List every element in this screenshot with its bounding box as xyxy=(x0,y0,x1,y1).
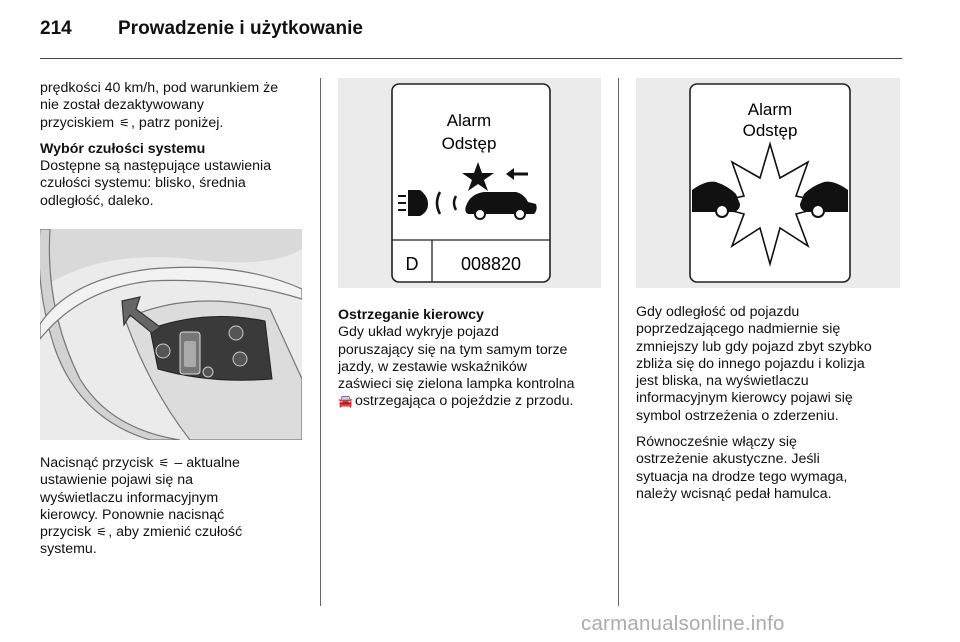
column-right xyxy=(636,304,906,503)
text-line: przyciskiem ⚟, patrz poniżej. xyxy=(40,114,224,131)
text-line: nie został dezaktywowany xyxy=(40,97,205,114)
text-line: wyświetlaczu informacyjnym xyxy=(40,489,219,506)
collision-warning-display-figure xyxy=(636,78,900,288)
text-line: Równocześnie włączy się xyxy=(636,434,797,451)
text-line: zmniejszy lub gdy pojazd zbyt szybko xyxy=(636,338,872,355)
column-divider xyxy=(618,78,619,606)
display-gap-label: Odstęp xyxy=(441,134,497,153)
text-line: prędkości 40 km/h, pod warunkiem że xyxy=(40,80,279,96)
watermark: carmanualsonline.info xyxy=(581,612,785,635)
text-line: Gdy układ wykryje pojazd xyxy=(338,324,499,341)
text-line: symbol ostrzeżenia o zderzeniu. xyxy=(636,407,839,424)
section-heading: Wybór czułości systemu xyxy=(40,140,206,157)
column-left xyxy=(40,80,310,210)
text-line: Nacisnąć przycisk ⚟ – aktualne xyxy=(40,455,240,471)
text-line: przycisk ⚟, aby zmienić czułość xyxy=(40,524,243,541)
steering-wheel-illustration xyxy=(40,229,302,440)
column-left-lower xyxy=(40,455,310,559)
display-odometer-value: 008820 xyxy=(460,254,522,274)
page-number: 214 xyxy=(40,18,72,39)
text-line: sytuacja na drodze tego wymaga, xyxy=(636,468,848,485)
distance-button-icon: ⚟ xyxy=(119,115,130,130)
text-line: odległość, daleko. xyxy=(40,192,154,209)
column-divider xyxy=(320,78,321,606)
display-alarm-label: Alarm xyxy=(747,100,793,119)
text-line: należy wcisnąć pedał hamulca. xyxy=(636,485,832,502)
text-line: systemu. xyxy=(40,541,97,558)
text-line: ostrzeżenie akustyczne. Jeśli xyxy=(636,451,820,468)
page-title: Prowadzenie i użytkowanie xyxy=(118,18,363,39)
display-trip-label: D xyxy=(405,254,419,274)
text-line: Gdy odległość od pojazdu xyxy=(636,304,800,320)
text-line: poprzedzającego nadmiernie się xyxy=(636,321,841,338)
text-line: kierowcy. Ponownie nacisnąć xyxy=(40,506,225,523)
distance-button-icon: ⚟ xyxy=(96,525,108,540)
section-heading: Ostrzeganie kierowcy xyxy=(338,307,484,323)
distance-button-icon: ⚟ xyxy=(158,456,170,470)
text-line: jazdy, w zestawie wskaźników xyxy=(338,358,527,375)
text-line: Dostępne są następujące ustawienia xyxy=(40,158,272,175)
column-middle xyxy=(338,307,608,411)
page-header xyxy=(40,0,902,59)
text-line: czułości systemu: blisko, średnia xyxy=(40,175,246,192)
text-line: jest bliska, na wyświetlaczu xyxy=(636,373,809,390)
text-line: zbliża się do innego pojazdu i kolizja xyxy=(636,355,865,372)
car-front-icon: 🚘 xyxy=(338,394,353,409)
text-line: zaświeci się zielona lampka kontrolna xyxy=(338,376,575,393)
text-line: ustawienie pojawi się na xyxy=(40,472,194,489)
text-line: 🚘 ostrzegająca o pojeździe z przodu. xyxy=(338,393,574,410)
distance-alarm-display-figure xyxy=(338,78,601,288)
text-line: informacyjnym kierowcy pojawi się xyxy=(636,390,853,407)
display-gap-label: Odstęp xyxy=(742,121,798,140)
text-line: poruszający się na tym samym torze xyxy=(338,341,568,358)
display-alarm-label: Alarm xyxy=(446,111,492,130)
